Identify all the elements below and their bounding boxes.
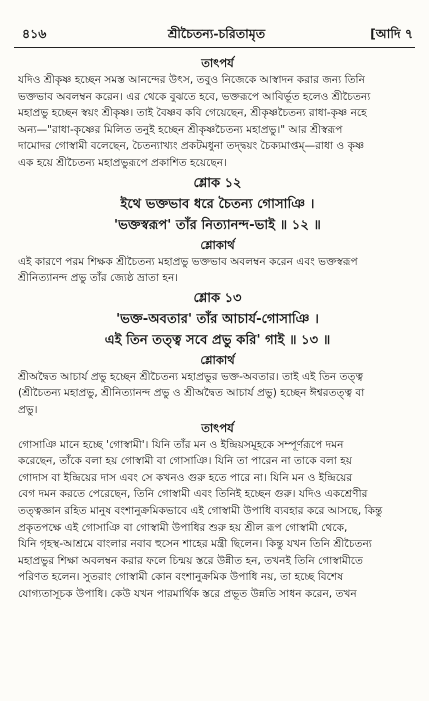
- translation-paragraph: [18, 369, 417, 419]
- translation-paragraph: [18, 254, 417, 287]
- running-title: শ্রীচৈতন্য-চরিতামৃত: [167, 26, 266, 41]
- text-line: বেগ দমন করতে পেরেছেন, তিনি গোস্বামী এবং তিনিই হচ্ছেন গুরু। যদিও একশ্রেণীর: [18, 488, 368, 501]
- text-line: করেছেন, তাঁকে বলা হয় গোস্বামী বা গোসাঞি। যিনি তা পারেন না তাকে বলা হয়: [18, 455, 353, 468]
- text-line: শ্রীঅদ্বৈত আচার্য প্রভু হচ্ছেন শ্রীচৈতন্য মহাপ্রভুর ভক্ত-অবতার। তাই এই তিন তত্ত্ব: [18, 370, 364, 383]
- text-line: মহাপ্রভু হচ্ছেন স্বয়ং শ্রীকৃষ্ণ। তাই বৈষ্ণব কবি গেয়েছেন, শ্রীকৃষ্ণচৈতন্য রাধা-কৃষ্ণ নহে: [18, 107, 367, 120]
- translation-heading: শ্লোকার্থ: [200, 237, 235, 252]
- verse-line: এই তিন তত্ত্ব সবে প্রভু করি' গাই ॥ ১৩ ॥: [104, 332, 331, 348]
- text-line: ভক্তভাব অবলম্বন করেন। এর থেকে বুঝতে হবে, ভক্তরূপে আবির্ভূত হলেও শ্রীচৈতন্য: [18, 90, 371, 103]
- text-line: যিনি গৃহস্থ-আশ্রমে বাংলার নবাব হুসেন শাহের মন্ত্রী ছিলেন। কিন্তু যখন তিনি শ্রীচৈতন্য: [18, 538, 372, 551]
- page-body: [18, 54, 417, 602]
- page-header: [14, 26, 419, 46]
- header-rule: [14, 47, 415, 48]
- purport-heading: তাৎপর্য: [201, 420, 234, 435]
- verse-line: 'ভক্তস্বরূপ' তাঁর নিত্যানন্দ-ভাই ॥ ১২ ॥: [114, 217, 321, 233]
- page-number: ৪১৬: [22, 26, 47, 41]
- text-line: এই কারণে পরম শিক্ষক শ্রীচৈতন্য মহাপ্রভু ভক্তভাব অবলম্বন করেন এবং ভক্তস্বরূপ: [18, 255, 358, 268]
- text-line: এক হয়ে শ্রীচৈতন্য মহাপ্রভুরূপে প্রকাশিত হয়েছেন।: [18, 156, 227, 169]
- verse-heading: শ্লোক ১৩: [193, 290, 242, 306]
- verse-line: 'ভক্ত-অবতার' তাঁর আচার্য-গোসাঞি ।: [116, 311, 319, 327]
- purport-heading: তাৎপর্য: [201, 56, 234, 70]
- text-line: মহাপ্রভুর শিক্ষা অবলম্বন করার ফলে চিন্ময় স্তরে উন্নীত হন, তখনই তিনি গোস্বামীতে: [18, 554, 363, 567]
- text-line: শ্রীনিত্যানন্দ প্রভু তাঁর জ্যেষ্ঠ ভ্রাতা হন।: [18, 272, 179, 285]
- text-line: প্রভু।: [18, 403, 38, 416]
- translation-heading: শ্লোকার্থ: [200, 352, 235, 367]
- text-line: দামোদর গোস্বামী বলেছেন, চৈতন্যাখ্যং প্রকটমধুনা তদ্দ্বয়ং চৈক্যমাপ্তম্—রাধা ও কৃষ্ণ: [18, 140, 365, 153]
- text-line: (শ্রীচৈতন্য মহাপ্রভু, শ্রীনিত্যানন্দ প্রভু ও শ্রীঅদ্বৈত আচার্য প্রভু) হচ্ছেন ঈশ্বরতত্ত্ব বা: [18, 387, 365, 400]
- text-line: গোদাস বা ইন্দ্রিয়ের দাস এবং সে কখনও গুরু হতে পারে না। যিনি মন ও ইন্দ্রিয়ের: [18, 471, 353, 484]
- verse-line: ইথে ভক্তভাব ধরে চৈতন্য গোসাঞি ।: [120, 196, 315, 212]
- purport-paragraph: [18, 437, 417, 603]
- text-line: যোগ্যতাসূচক উপাধি। কেউ যখন পারমার্থিক স্তরে প্রভূত উন্নতি সাধন করেন, তখন: [18, 587, 357, 600]
- purport-paragraph: [18, 72, 417, 172]
- text-line: পরিণত হলেন। সুতরাং গোস্বামী কোন বংশানুক্রমিক উপাধি নয়, তা হচ্ছে বিশেষ: [18, 571, 344, 584]
- text-line: গোসাঞি মানে হচ্ছে 'গোস্বামী'। যিনি তাঁর মন ও ইন্দ্রিয়সমূহকে সম্পূর্ণরূপে দমন: [18, 438, 344, 451]
- text-line: তত্ত্বজ্ঞান রহিত মানুষ বংশানুক্রমিকভাবে এই গোস্বামী উপাধি ব্যবহার করে আসছে, কিন্তু: [18, 504, 383, 517]
- verse-heading: শ্লোক ১২: [193, 175, 242, 191]
- verse-text: [18, 309, 417, 351]
- chapter-marker: [আদি ৭: [370, 26, 413, 41]
- text-line: যদিও শ্রীকৃষ্ণ হচ্ছেন সমস্ত আনন্দের উৎস, তবুও নিজেকে আস্বাদন করার জন্য তিনি: [18, 74, 365, 86]
- verse-text: [18, 194, 417, 236]
- text-line: অন্য—"রাধা-কৃষ্ণের মিলিত তনুই হচ্ছেন শ্রীকৃষ্ণচৈতন্য মহাপ্রভু।" আর শ্রীস্বরূপ: [18, 123, 343, 136]
- text-line: প্রকৃতপক্ষে এই গোসাঞি বা গোস্বামী উপাধির শুরু হয় শ্রীল রূপ গোস্বামী থেকে,: [18, 521, 348, 534]
